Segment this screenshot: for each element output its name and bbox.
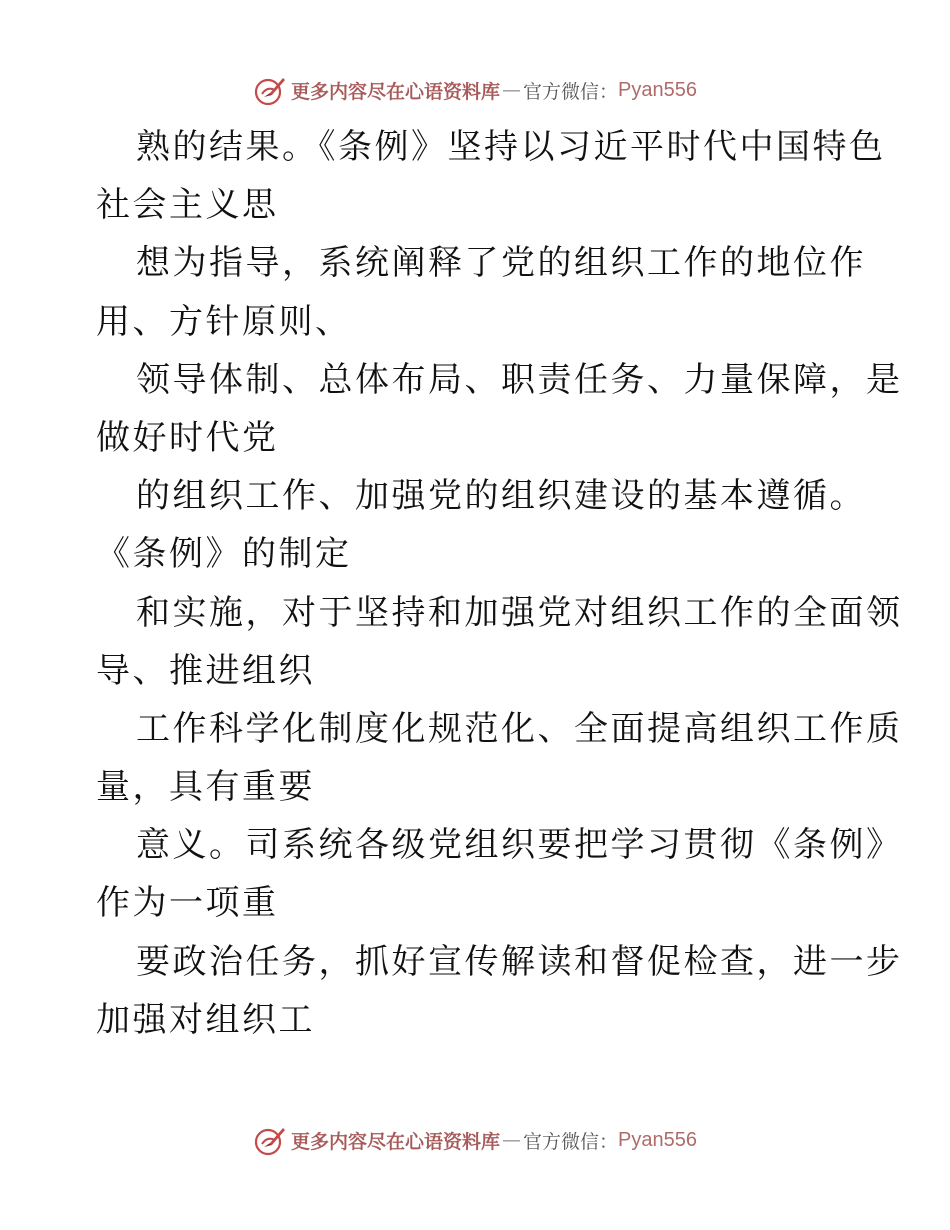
banner-separator: —	[502, 1129, 522, 1151]
text-line: 《条例》的制定	[96, 534, 352, 575]
text-line: 领导体制、总体布局、职责任务、力量保障，是	[136, 359, 903, 400]
banner-wechat-label: 官方微信：	[523, 80, 619, 103]
pen-logo-icon	[253, 73, 287, 107]
body-text	[96, 118, 903, 1049]
text-line: 用、方针原则、	[96, 301, 352, 342]
text-line: 工作科学化制度化规范化、全面提高组织工作质	[136, 708, 903, 749]
banner-wechat-id: Pyan556	[618, 1128, 697, 1151]
text-line: 作为一项重	[96, 883, 279, 924]
text-line: 意义。司系统各级党组织要把学习贯彻《条例》	[136, 825, 903, 866]
text-line: 熟的结果。《条例》坚持以习近平时代中国特色	[136, 127, 886, 167]
header-banner	[0, 70, 950, 110]
text-line: 导、推进组织	[96, 650, 315, 691]
text-line: 想为指导，系统阐释了党的组织工作的地位作	[136, 243, 866, 284]
banner-text: 更多内容尽在心语资料库	[291, 1130, 501, 1153]
text-line: 加强对组织工	[96, 999, 315, 1040]
text-line: 的组织工作、加强党的组织建设的基本遵循。	[136, 476, 866, 517]
text-line: 要政治任务，抓好宣传解读和督促检查，进一步	[136, 941, 903, 982]
banner-text: 更多内容尽在心语资料库	[291, 80, 501, 103]
banner-separator: —	[502, 79, 522, 101]
text-line: 和实施，对于坚持和加强党对组织工作的全面领	[136, 592, 903, 633]
footer-banner	[0, 1120, 950, 1160]
text-line: 社会主义思	[96, 185, 279, 226]
text-line: 做好时代党	[96, 417, 279, 458]
banner-wechat-id: Pyan556	[618, 78, 697, 101]
pen-logo-icon	[253, 1123, 287, 1157]
banner-wechat-label: 官方微信：	[523, 1130, 619, 1153]
text-line: 量，具有重要	[96, 767, 315, 808]
